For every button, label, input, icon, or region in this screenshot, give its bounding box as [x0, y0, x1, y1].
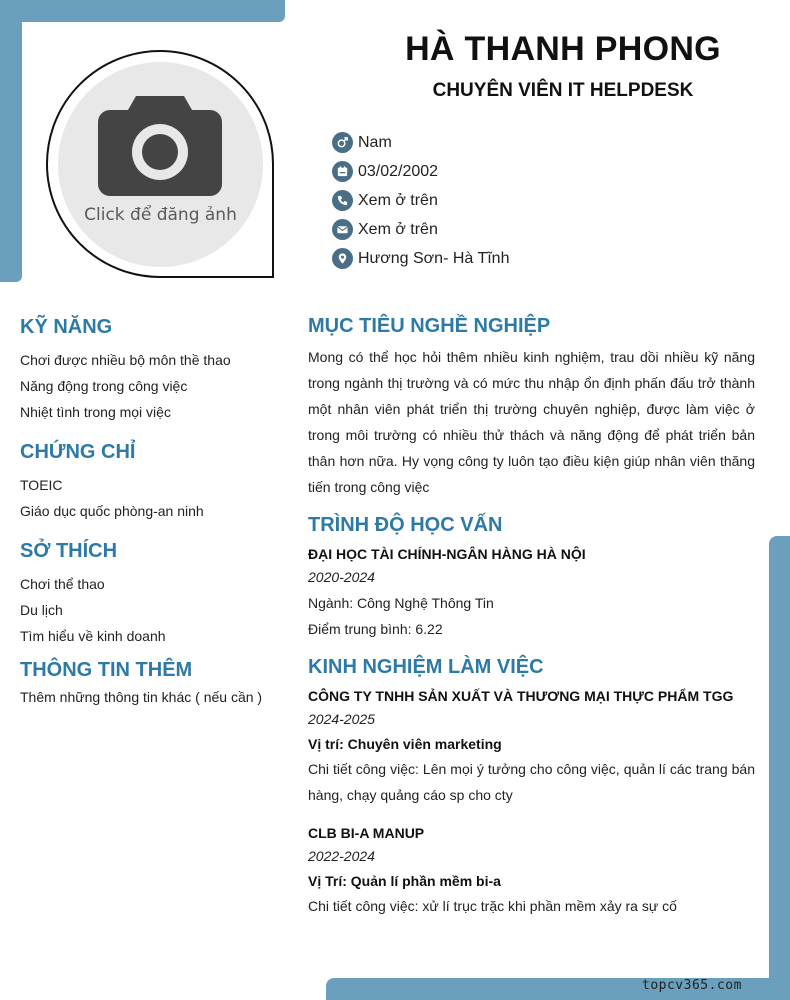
skills-section — [20, 316, 290, 425]
job-period: 2024-2025 — [308, 711, 375, 727]
contact-list — [332, 128, 509, 273]
extra-info-text: Thêm những thông tin khác ( nếu cần ) — [20, 689, 263, 705]
education-heading: TRÌNH ĐỘ HỌC VẤN — [308, 514, 503, 536]
location-icon — [332, 248, 353, 269]
hobbies-section — [20, 540, 290, 649]
education-period: 2020-2024 — [308, 569, 375, 585]
skill-item: Nhiệt tình trong mọi việc — [20, 404, 171, 420]
left-column — [20, 316, 290, 726]
watermark: topcv365.com — [642, 978, 742, 993]
objective-section — [308, 315, 755, 500]
frame-top-bar — [0, 0, 285, 22]
experience-section — [308, 656, 755, 919]
education-major: Ngành: Công Nghệ Thông Tin — [308, 595, 494, 611]
contact-address — [332, 244, 509, 273]
frame-right-bar — [769, 536, 790, 1000]
job-detail: Chi tiết công việc: Lên mọi ý tưởng cho công việc, quản lí các trang bán hàng, chạy quảng cáo sp cho cty — [308, 761, 755, 803]
contact-phone — [332, 186, 509, 215]
contact-birthday — [332, 157, 509, 186]
certificates-heading: CHỨNG CHỈ — [20, 441, 136, 463]
job-period: 2022-2024 — [308, 848, 375, 864]
job-company: CÔNG TY TNHH SẢN XUẤT VÀ THƯƠNG MẠI THỰC PHẨM TGG — [308, 688, 734, 704]
hobby-item: Du lịch — [20, 602, 63, 618]
mail-icon — [332, 219, 353, 240]
school-name: ĐẠI HỌC TÀI CHÍNH-NGÂN HÀNG HÀ NỘI — [308, 546, 586, 562]
skills-heading: KỸ NĂNG — [20, 316, 113, 338]
frame-left-bar — [0, 0, 22, 282]
job-entry — [308, 685, 755, 808]
right-column — [308, 315, 755, 919]
skill-item: Chơi được nhiều bộ môn thề thao — [20, 352, 231, 368]
certificate-item: TOEIC — [20, 477, 63, 493]
contact-address-text: Hương Sơn- Hà Tĩnh — [358, 249, 510, 267]
contact-phone-text: Xem ở trên — [358, 191, 438, 209]
hobbies-heading: SỞ THÍCH — [20, 540, 118, 562]
job-detail: Chi tiết công việc: xử lí trục trặc khi phần mềm xảy ra sự cố — [308, 898, 677, 914]
contact-gender-text: Nam — [358, 133, 392, 151]
objective-text: Mong có thể học hỏi thêm nhiều kinh nghiệm, trau dồi nhiều kỹ năng trong ngành thị trường và có mức thu nhập ổn định phấn đấu trở thành một nhân viên phát triển thị trường chuyên nghiệp, được làm việc ở trong môi trường có nhiều thử thách và năng động để phát triển bản thân hơn nữa. Hy vọng công ty luôn tạo điều kiện giúp nhân viên thăng tiến trong công việc — [308, 349, 755, 495]
education-section — [308, 514, 755, 642]
job-entry — [308, 822, 755, 919]
camera-icon — [98, 92, 222, 200]
calendar-icon — [332, 161, 353, 182]
candidate-name: HÀ THANH PHONG — [405, 30, 721, 68]
contact-birthday-text: 03/02/2002 — [358, 162, 439, 180]
photo-caption: Click để đăng ảnh — [84, 205, 237, 225]
extra-info-heading: THÔNG TIN THÊM — [20, 659, 193, 681]
contact-email — [332, 215, 509, 244]
hobby-item: Chơi thể thao — [20, 576, 105, 592]
skill-item: Năng động trong công việc — [20, 378, 188, 394]
hobby-item: Tìm hiểu về kinh doanh — [20, 628, 166, 644]
job-role: Vị trí: Chuyên viên marketing — [308, 736, 502, 752]
education-gpa: Điểm trung bình: 6.22 — [308, 621, 443, 637]
objective-heading: MỤC TIÊU NGHỀ NGHIỆP — [308, 315, 551, 337]
contact-email-text: Xem ở trên — [358, 220, 438, 238]
experience-heading: KINH NGHIỆM LÀM VIỆC — [308, 656, 544, 678]
phone-icon — [332, 190, 353, 211]
certificate-item: Giáo dục quốc phòng-an ninh — [20, 503, 204, 519]
job-role: Vị Trí: Quản lí phần mềm bi-a — [308, 873, 501, 889]
certificates-section — [20, 441, 290, 524]
extra-info-section — [20, 659, 290, 710]
gender-icon — [332, 132, 353, 153]
photo-upload[interactable] — [58, 62, 263, 267]
job-title: CHUYÊN VIÊN IT HELPDESK — [432, 80, 694, 101]
contact-gender — [332, 128, 509, 157]
job-company: CLB BI-A MANUP — [308, 825, 425, 841]
